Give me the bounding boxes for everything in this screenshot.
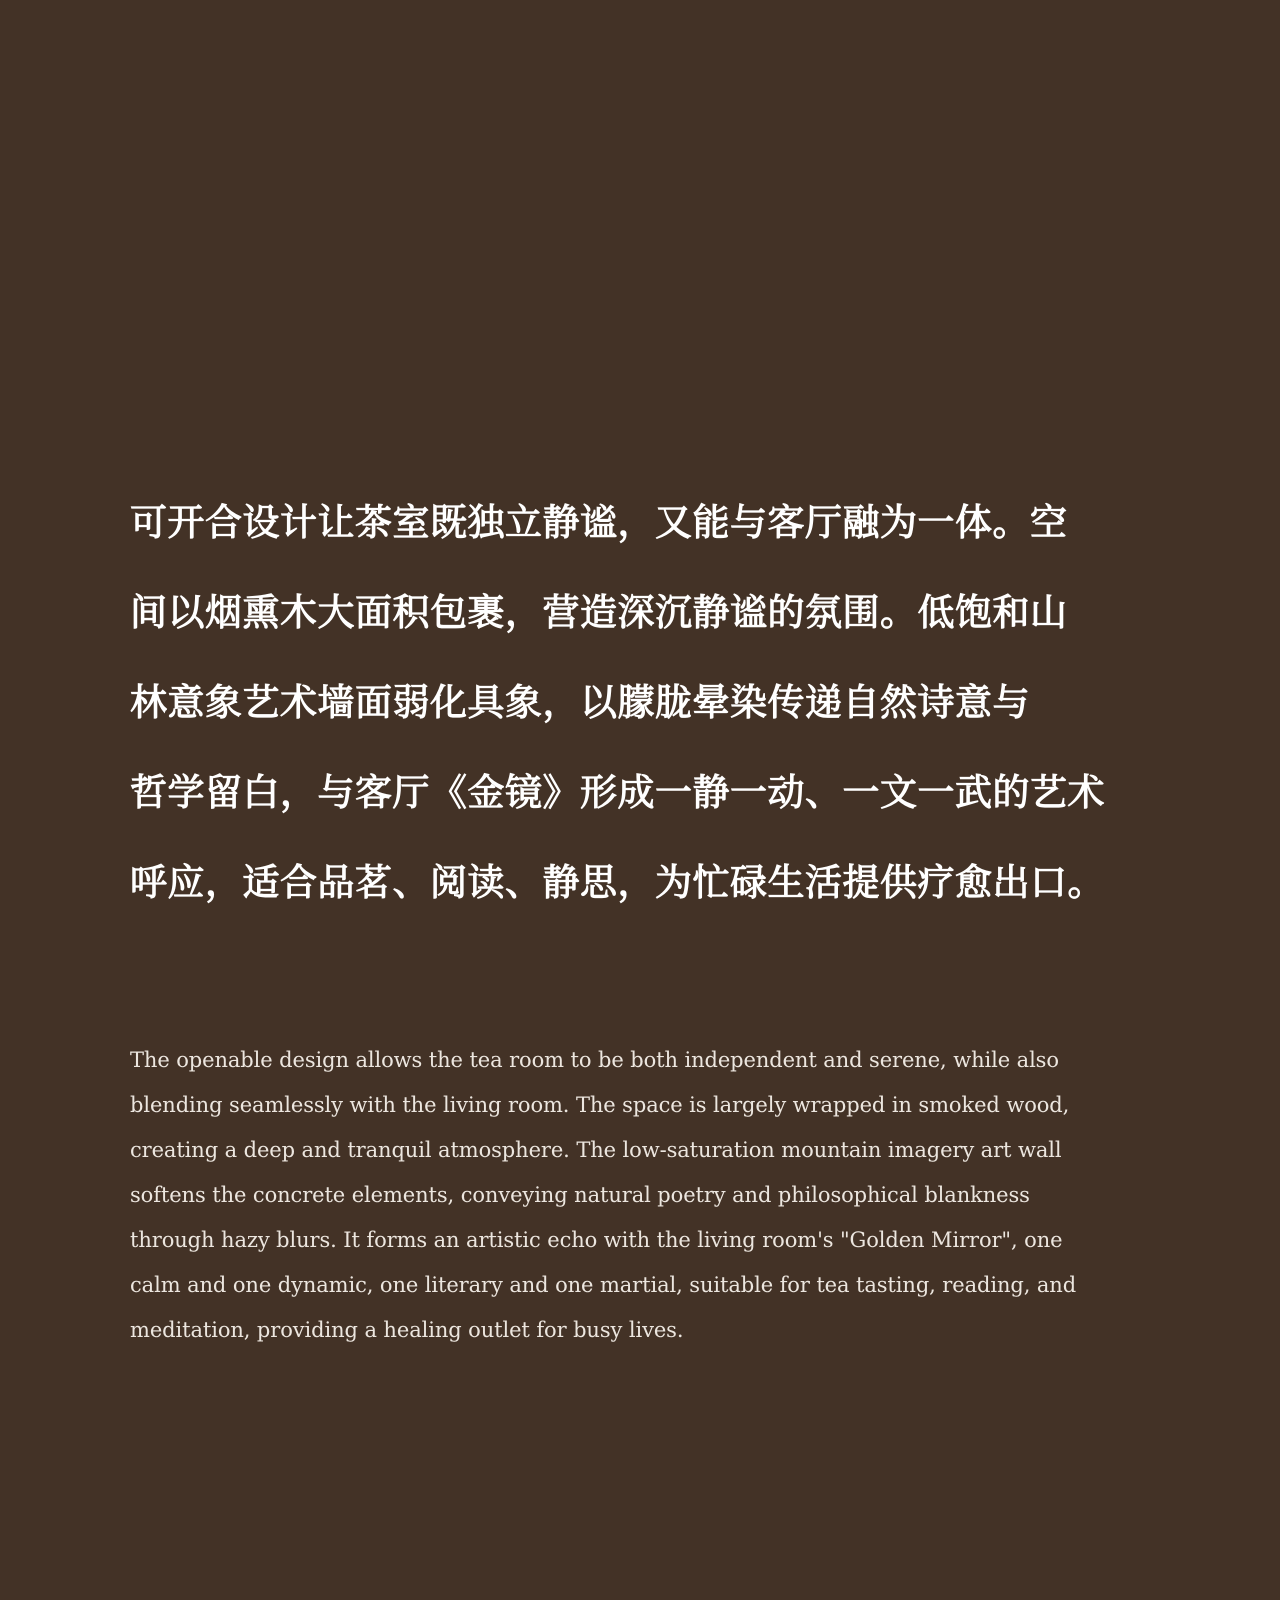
chinese-line: 间以烟熏木大面积包裹，营造深沉静谧的氛围。低饱和山	[130, 591, 1068, 634]
english-line: meditation, providing a healing outlet for busy lives.	[130, 1318, 684, 1342]
chinese-paragraph	[130, 478, 1170, 928]
chinese-line: 哲学留白，与客厅《金镜》形成一静一动、一文一武的艺术	[130, 771, 1105, 814]
chinese-line: 林意象艺术墙面弱化具象，以朦胧晕染传递自然诗意与	[130, 681, 1030, 724]
chinese-line: 呼应，适合品茗、阅读、静思，为忙碌生活提供疗愈出口。	[130, 861, 1105, 904]
english-line: softens the concrete elements, conveying natural poetry and philosophical blankness	[130, 1183, 1030, 1207]
english-line: creating a deep and tranquil atmosphere. The low-saturation mountain imagery art wall	[130, 1138, 1062, 1162]
english-line: The openable design allows the tea room to be both independent and serene, while also	[130, 1048, 1059, 1072]
english-line: through hazy blurs. It forms an artistic echo with the living room's "Golden Mirror", one	[130, 1228, 1063, 1252]
english-paragraph	[130, 1038, 1170, 1353]
english-line: calm and one dynamic, one literary and one martial, suitable for tea tasting, reading, and	[130, 1273, 1077, 1297]
english-line: blending seamlessly with the living room. The space is largely wrapped in smoked wood,	[130, 1093, 1070, 1117]
chinese-line: 可开合设计让茶室既独立静谧，又能与客厅融为一体。空	[130, 501, 1068, 544]
